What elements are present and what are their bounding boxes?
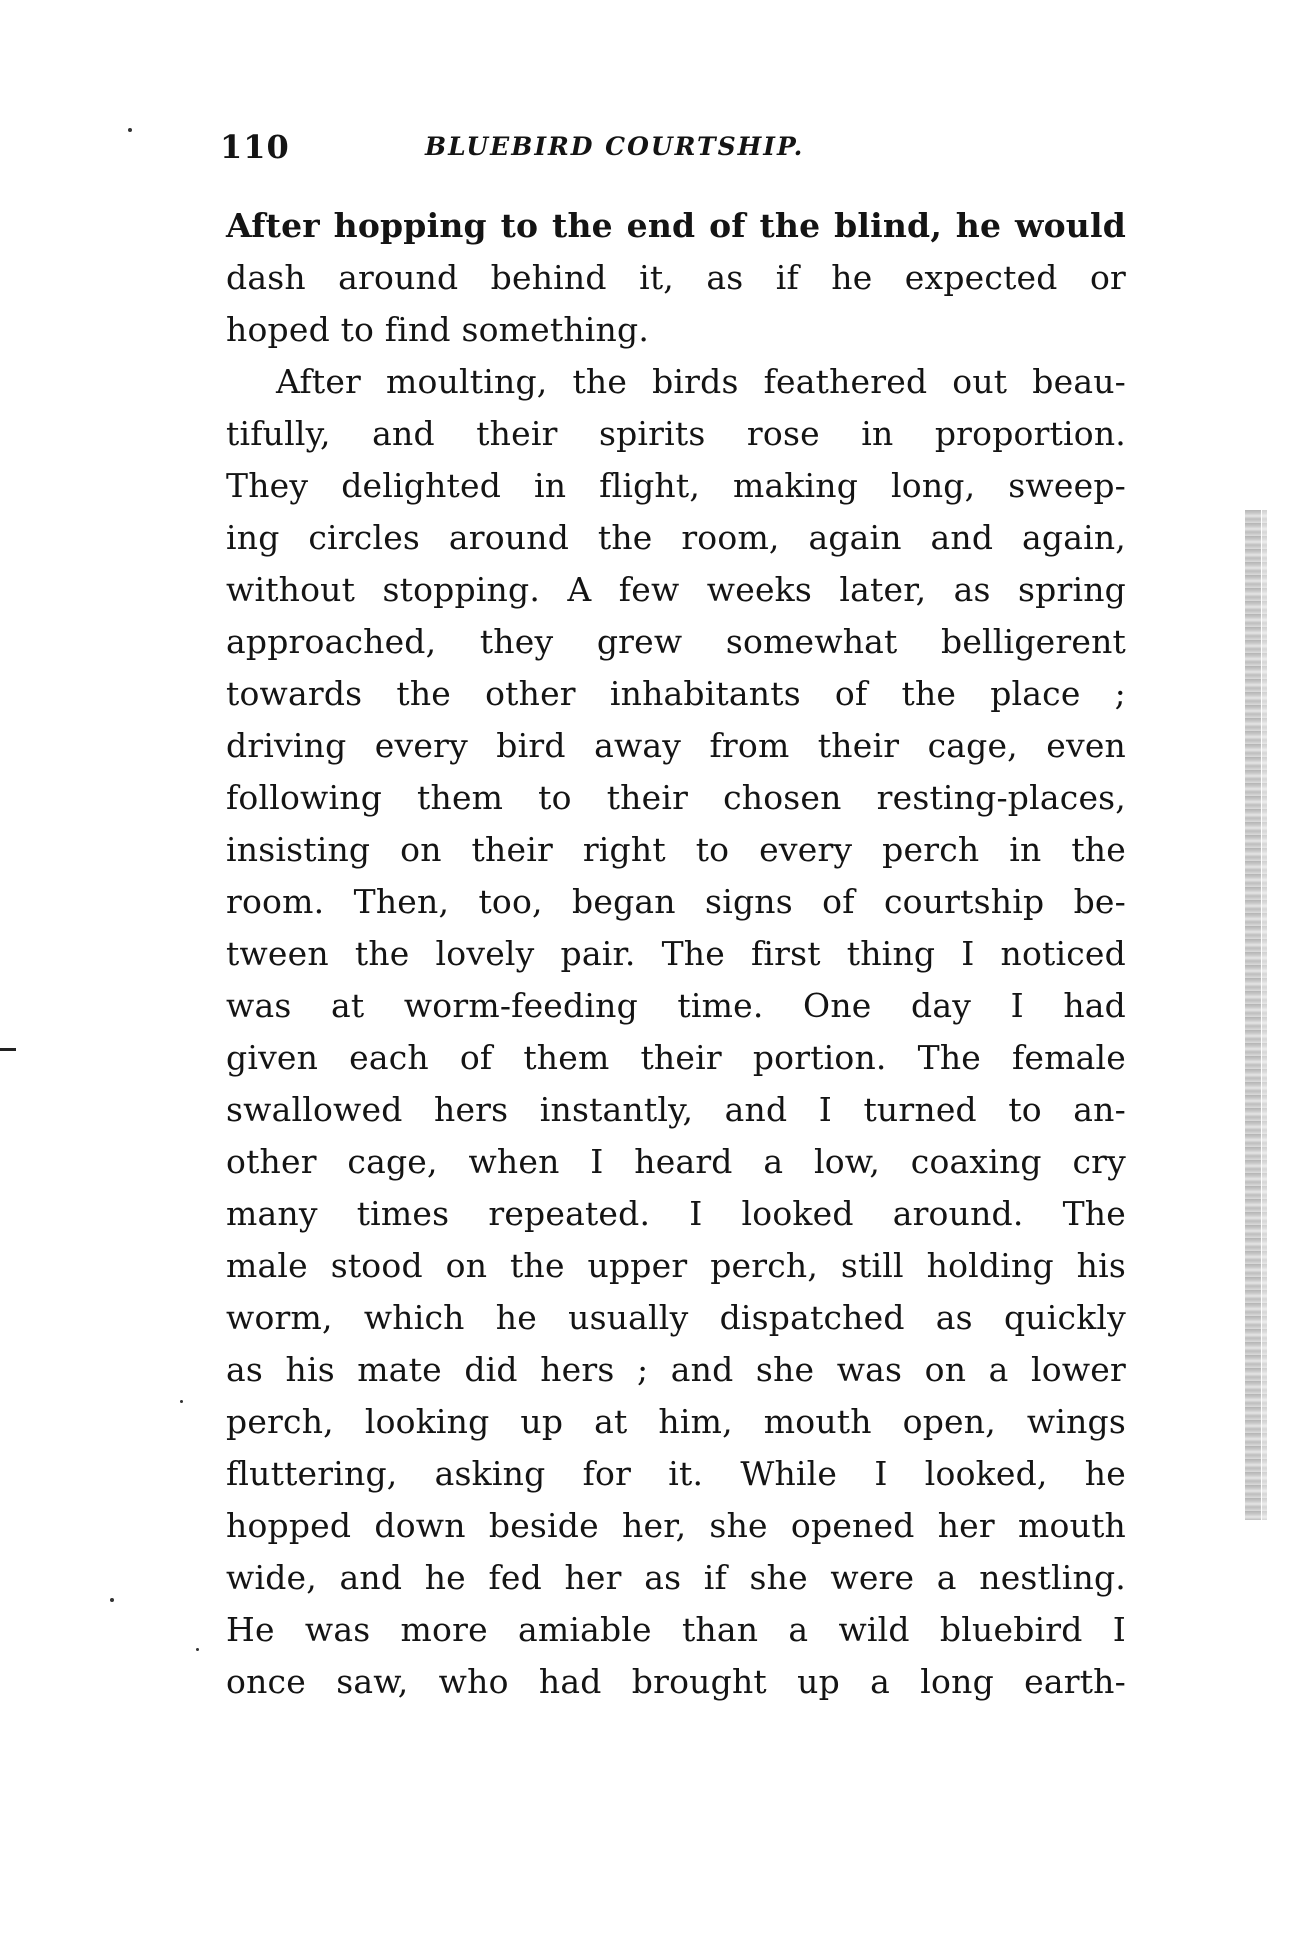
text-line: male stood on the upper perch, still holding his bbox=[226, 1246, 1126, 1285]
text-line: approached, they grew somewhat belligerent bbox=[226, 622, 1126, 661]
text-line: hopped down beside her, she opened her mouth bbox=[226, 1506, 1126, 1545]
text-line: driving every bird away from their cage, even bbox=[226, 726, 1126, 765]
text-line: After hopping to the end of the blind, he would bbox=[226, 206, 1126, 245]
text-line: as his mate did hers ; and she was on a lower bbox=[226, 1350, 1126, 1389]
text-line: dash around behind it, as if he expected or bbox=[226, 258, 1126, 297]
text-line: wide, and he fed her as if she were a nestling. bbox=[226, 1558, 1126, 1597]
text-line: towards the other inhabitants of the place ; bbox=[226, 674, 1126, 713]
text-line: given each of them their portion. The female bbox=[226, 1038, 1126, 1077]
text-line: hoped to find something. bbox=[226, 310, 650, 349]
text-line: without stopping. A few weeks later, as spring bbox=[226, 570, 1126, 609]
text-line: He was more amiable than a wild bluebird I bbox=[226, 1610, 1126, 1649]
text-line: was at worm-feeding time. One day I had bbox=[226, 986, 1126, 1025]
page-edge-shadow bbox=[1262, 510, 1267, 1520]
text-line: perch, looking up at him, mouth open, wings bbox=[226, 1402, 1126, 1441]
text-line: swallowed hers instantly, and I turned to an- bbox=[226, 1090, 1126, 1129]
text-line: once saw, who had brought up a long earth- bbox=[226, 1662, 1126, 1701]
text-line: room. Then, too, began signs of courtship be- bbox=[226, 882, 1126, 921]
running-head bbox=[220, 128, 880, 172]
scan-speck bbox=[110, 1598, 114, 1602]
text-line: many times repeated. I looked around. The bbox=[226, 1194, 1126, 1233]
text-line: other cage, when I heard a low, coaxing cry bbox=[226, 1142, 1126, 1181]
page-edge-shadow bbox=[1245, 510, 1261, 1520]
running-title: BLUEBIRD COURTSHIP. bbox=[425, 132, 805, 161]
body-text bbox=[226, 200, 1126, 1708]
scan-speck bbox=[196, 1648, 199, 1651]
text-line: They delighted in flight, making long, sweep- bbox=[226, 466, 1126, 505]
text-line: worm, which he usually dispatched as quickly bbox=[226, 1298, 1126, 1337]
text-line: ing circles around the room, again and again, bbox=[226, 518, 1126, 557]
text-line: tween the lovely pair. The first thing I noticed bbox=[226, 934, 1126, 973]
text-line: insisting on their right to every perch in the bbox=[226, 830, 1126, 869]
scan-speck bbox=[128, 128, 132, 132]
text-line: fluttering, asking for it. While I looked, he bbox=[226, 1454, 1126, 1493]
text-line: following them to their chosen resting-places, bbox=[226, 778, 1126, 817]
text-line: tifully, and their spirits rose in proportion. bbox=[226, 414, 1126, 453]
scan-speck bbox=[180, 1400, 183, 1403]
text-line: After moulting, the birds feathered out beau- bbox=[276, 362, 1126, 401]
margin-mark bbox=[0, 1048, 16, 1051]
page-number: 110 bbox=[220, 128, 290, 166]
